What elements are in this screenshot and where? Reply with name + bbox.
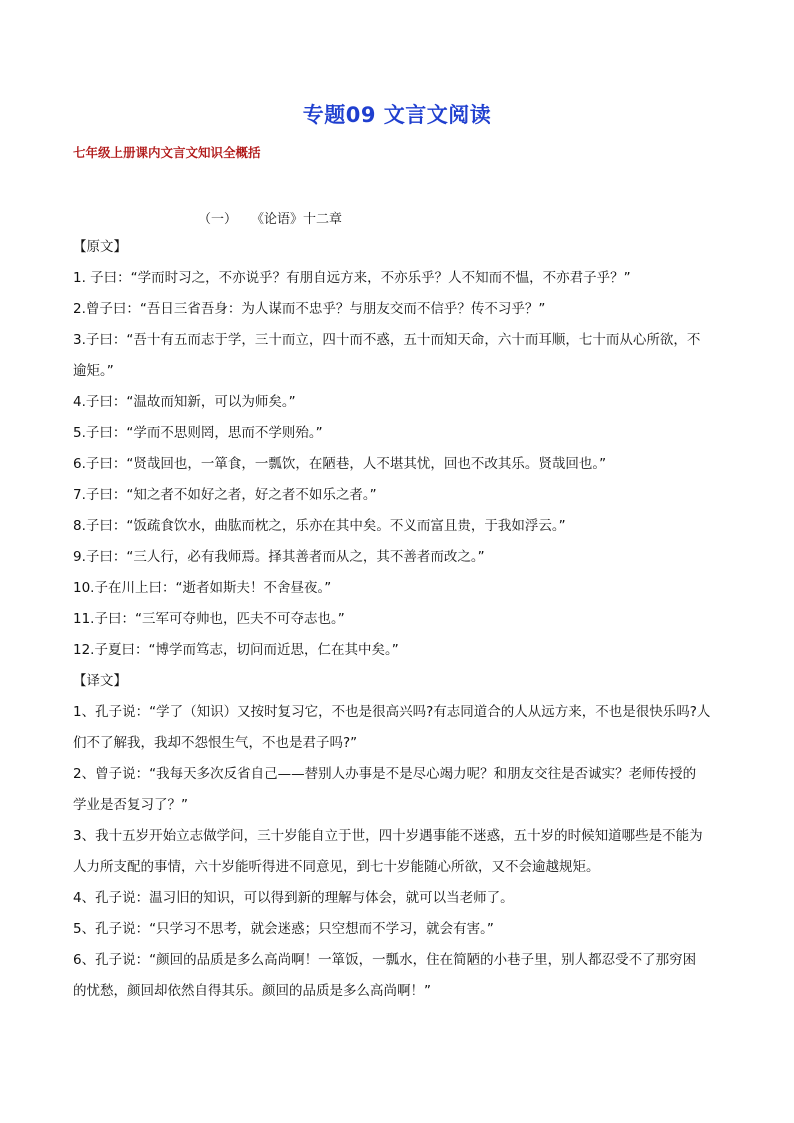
translation-line: 人力所支配的事情，六十岁能听得进不同意见，到七十岁能随心所欲，又不会逾越规矩。 xyxy=(73,859,600,875)
translation-line: 1、孔子说：“学了（知识）又按时复习它，不也是很高兴吗?有志同道合的人从远方来，不也是很快乐吗?人 xyxy=(73,704,711,720)
page-subtitle: 七年级上册课内文言文知识全概括 xyxy=(73,145,261,160)
section-heading xyxy=(198,210,342,230)
page-title: 专题09 文言文阅读 xyxy=(302,103,492,127)
translation-label: 【译文】 xyxy=(73,673,127,689)
translation-line: 们不了解我，我却不怨恨生气，不也是君子吗?” xyxy=(73,735,358,751)
document-body xyxy=(73,232,723,1007)
translation-line: 4、孔子说：温习旧的知识，可以得到新的理解与体会，就可以当老师了。 xyxy=(73,890,514,906)
original-line: 11.子曰：“三军可夺帅也，匹夫不可夺志也。” xyxy=(73,611,345,627)
original-line: 逾矩。” xyxy=(73,363,114,379)
original-line: 5.子曰：“学而不思则罔，思而不学则殆。” xyxy=(73,425,323,441)
original-line: 6.子曰：“贤哉回也，一箪食，一瓢饮，在陋巷，人不堪其忧，回也不改其乐。贤哉回也。” xyxy=(73,456,607,472)
original-line: 8.子曰：“饭疏食饮水，曲肱而枕之，乐亦在其中矣。不义而富且贵，于我如浮云。” xyxy=(73,518,566,534)
original-line: 10.子在川上曰：“逝者如斯夫！不舍昼夜。” xyxy=(73,580,332,596)
translation-line: 3、我十五岁开始立志做学问，三十岁能自立于世，四十岁遇事能不迷惑，五十岁的时候知道哪些是不能为 xyxy=(73,828,703,844)
original-label: 【原文】 xyxy=(73,239,127,255)
original-line: 2.曾子曰：“吾日三省吾身：为人谋而不忠乎？与朋友交而不信乎？传不习乎？” xyxy=(73,301,546,317)
translation-line: 的忧愁，颜回却依然自得其乐。颜回的品质是多么高尚啊！” xyxy=(73,983,431,999)
translation-line: 学业是否复习了？” xyxy=(73,797,188,813)
original-line: 12.子夏曰：“博学而笃志，切问而近思，仁在其中矣。” xyxy=(73,642,399,658)
section-name: 《论语》十二章 xyxy=(251,212,343,227)
original-line: 7.子曰：“知之者不如好之者，好之者不如乐之者。” xyxy=(73,487,377,503)
section-number: （一） xyxy=(198,212,238,227)
original-line: 1. 子曰：“学而时习之，不亦说乎？有朋自远方来，不亦乐乎？人不知而不愠，不亦君子乎？” xyxy=(73,270,631,286)
original-line: 3.子曰：“吾十有五而志于学，三十而立，四十而不惑，五十而知天命，六十而耳顺，七十而从心所欲，不 xyxy=(73,332,701,348)
translation-line: 6、孔子说：“颜回的品质是多么高尚啊！一箪饭，一瓢水，住在简陋的小巷子里，别人都忍受不了那穷困 xyxy=(73,952,697,968)
translation-line: 2、曾子说：“我每天多次反省自己——替别人办事是不是尽心竭力呢？和朋友交往是否诚实？老师传授的 xyxy=(73,766,697,782)
original-line: 4.子曰：“温故而知新，可以为师矣。” xyxy=(73,394,296,410)
translation-line: 5、孔子说：“只学习不思考，就会迷惑；只空想而不学习，就会有害。” xyxy=(73,921,494,937)
original-line: 9.子曰：“三人行，必有我师焉。择其善者而从之，其不善者而改之。” xyxy=(73,549,485,565)
